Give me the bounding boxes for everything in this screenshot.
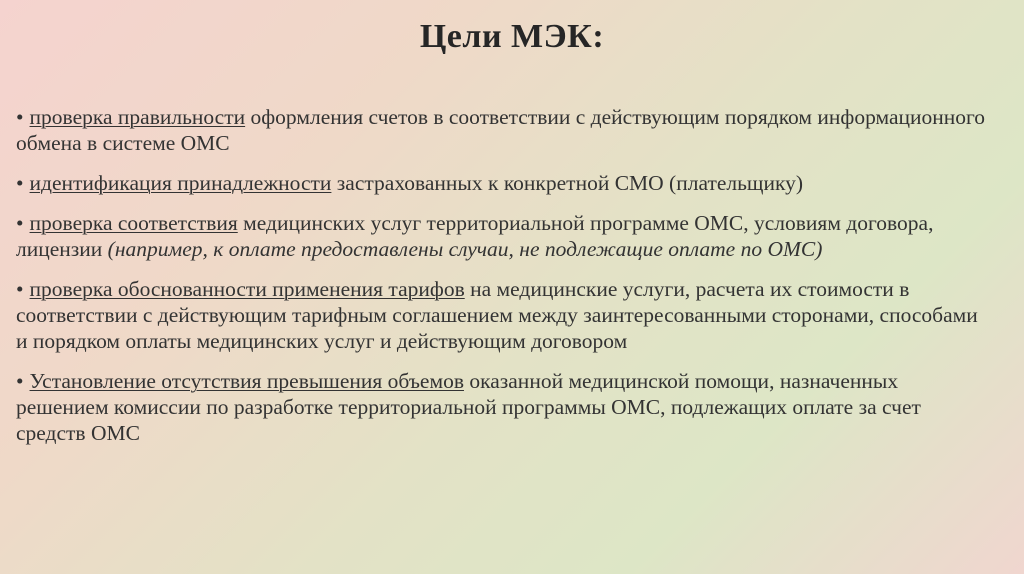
goal-item-2-text: застрахованных к конкретной СМО (плательщику): [331, 171, 804, 195]
goal-item-4: [16, 276, 986, 354]
goal-item-5: [16, 368, 986, 446]
goal-item-2-key: идентификация принадлежности: [29, 171, 332, 195]
bullet-mark: •: [16, 369, 24, 393]
goal-item-5-key: Установление отсутствия превышения объемов: [29, 369, 464, 393]
bullet-mark: •: [16, 105, 24, 129]
goal-item-2: [16, 170, 986, 196]
goal-item-4-text: на медицинские услуги, расчета их стоимости в соответствии с действующим тарифным соглашением между заинтересованными сторонами, способами и порядком оплаты медицинских услуг и действующим договором: [16, 277, 978, 353]
goal-item-3: [16, 210, 986, 262]
bullet-mark: •: [16, 171, 24, 195]
bullet-mark: •: [16, 277, 24, 301]
goal-item-1-text: оформления счетов в соответствии с действующим порядком информационного обмена в системе ОМС: [16, 105, 986, 155]
goal-item-1-key: проверка правильности: [29, 105, 246, 129]
bullet-mark: •: [16, 211, 24, 235]
goal-item-3-example: (например, к оплате предоставлены случаи, не подлежащие оплате по ОМС): [107, 237, 823, 261]
goal-item-3-text: медицинских услуг территориальной программе ОМС, условиям договора, лицензии: [16, 211, 934, 261]
goal-item-4-key: проверка обоснованности применения тарифов: [29, 277, 465, 301]
slide-title: Цели МЭК:: [419, 18, 605, 55]
goal-item-1: [16, 104, 986, 156]
goals-list: [16, 104, 986, 460]
goal-item-3-key: проверка соответствия: [29, 211, 238, 235]
goal-item-5-text: оказанной медицинской помощи, назначенных решением комиссии по разработке территориальной программы ОМС, подлежащих оплате за счет средств ОМС: [16, 369, 921, 445]
